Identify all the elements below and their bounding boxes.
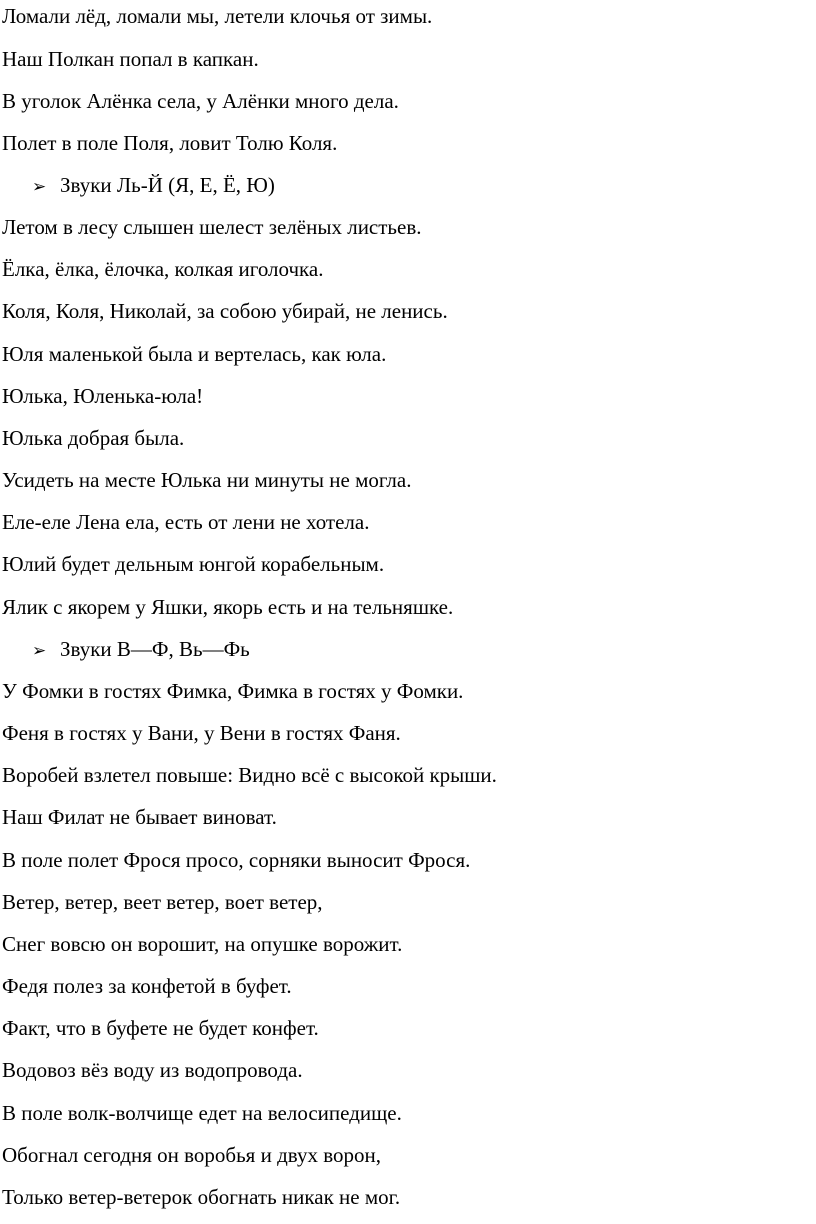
text-line: Ялик с якорем у Яшки, якорь есть и на тельняшке. bbox=[2, 595, 454, 619]
text-line: Факт, что в буфете не будет конфет. bbox=[2, 1016, 319, 1040]
section-heading-text: Звуки Ль-Й (Я, Е, Ё, Ю) bbox=[60, 173, 275, 197]
text-line: Только ветер-ветерок обогнать никак не мог. bbox=[2, 1185, 401, 1209]
text-line: Снег вовсю он ворошит, на опушке ворожит. bbox=[2, 932, 403, 956]
text-line: Коля, Коля, Николай, за собою убирай, не ленись. bbox=[2, 299, 448, 323]
section-heading-text: Звуки В—Ф, Вь—Фь bbox=[60, 637, 250, 661]
text-line: Наш Филат не бывает виноват. bbox=[2, 805, 277, 829]
text-line: В поле волк-волчище едет на велосипедище. bbox=[2, 1101, 402, 1125]
text-line: Юля маленькой была и вертелась, как юла. bbox=[2, 342, 387, 366]
text-line: Летом в лесу слышен шелест зелёных листьев. bbox=[2, 215, 422, 239]
text-line: Ломали лёд, ломали мы, летели клочья от зимы. bbox=[2, 4, 433, 28]
text-line: Наш Полкан попал в капкан. bbox=[2, 47, 259, 71]
text-line: Еле-еле Лена ела, есть от лени не хотела. bbox=[2, 510, 370, 534]
arrowhead-bullet-icon: ➢ bbox=[32, 641, 47, 661]
text-line: Обогнал сегодня он воробья и двух ворон, bbox=[2, 1143, 381, 1167]
arrowhead-bullet-icon: ➢ bbox=[32, 177, 47, 197]
text-line: Федя полез за конфетой в буфет. bbox=[2, 974, 292, 998]
text-line: В поле полет Фрося просо, сорняки выносит Фрося. bbox=[2, 848, 471, 872]
text-line: Юлька, Юленька-юла! bbox=[2, 384, 204, 408]
text-line: Полет в поле Поля, ловит Толю Коля. bbox=[2, 131, 338, 155]
text-line: Водовоз вёз воду из водопровода. bbox=[2, 1058, 303, 1082]
text-line: Воробей взлетел повыше: Видно всё с высокой крыши. bbox=[2, 763, 497, 787]
section-heading bbox=[32, 636, 250, 664]
text-line: Ёлка, ёлка, ёлочка, колкая иголочка. bbox=[2, 257, 324, 281]
text-line: Феня в гостях у Вани, у Вени в гостях Фаня. bbox=[2, 721, 401, 745]
text-line: В уголок Алёнка села, у Алёнки много дела. bbox=[2, 89, 399, 113]
text-line: Усидеть на месте Юлька ни минуты не могла. bbox=[2, 468, 412, 492]
text-line: Юлий будет дельным юнгой корабельным. bbox=[2, 552, 385, 576]
section-heading bbox=[32, 172, 275, 200]
text-line: Ветер, ветер, веет ветер, воет ветер, bbox=[2, 890, 323, 914]
text-line: У Фомки в гостях Фимка, Фимка в гостях у Фомки. bbox=[2, 679, 464, 703]
text-line: Юлька добрая была. bbox=[2, 426, 185, 450]
